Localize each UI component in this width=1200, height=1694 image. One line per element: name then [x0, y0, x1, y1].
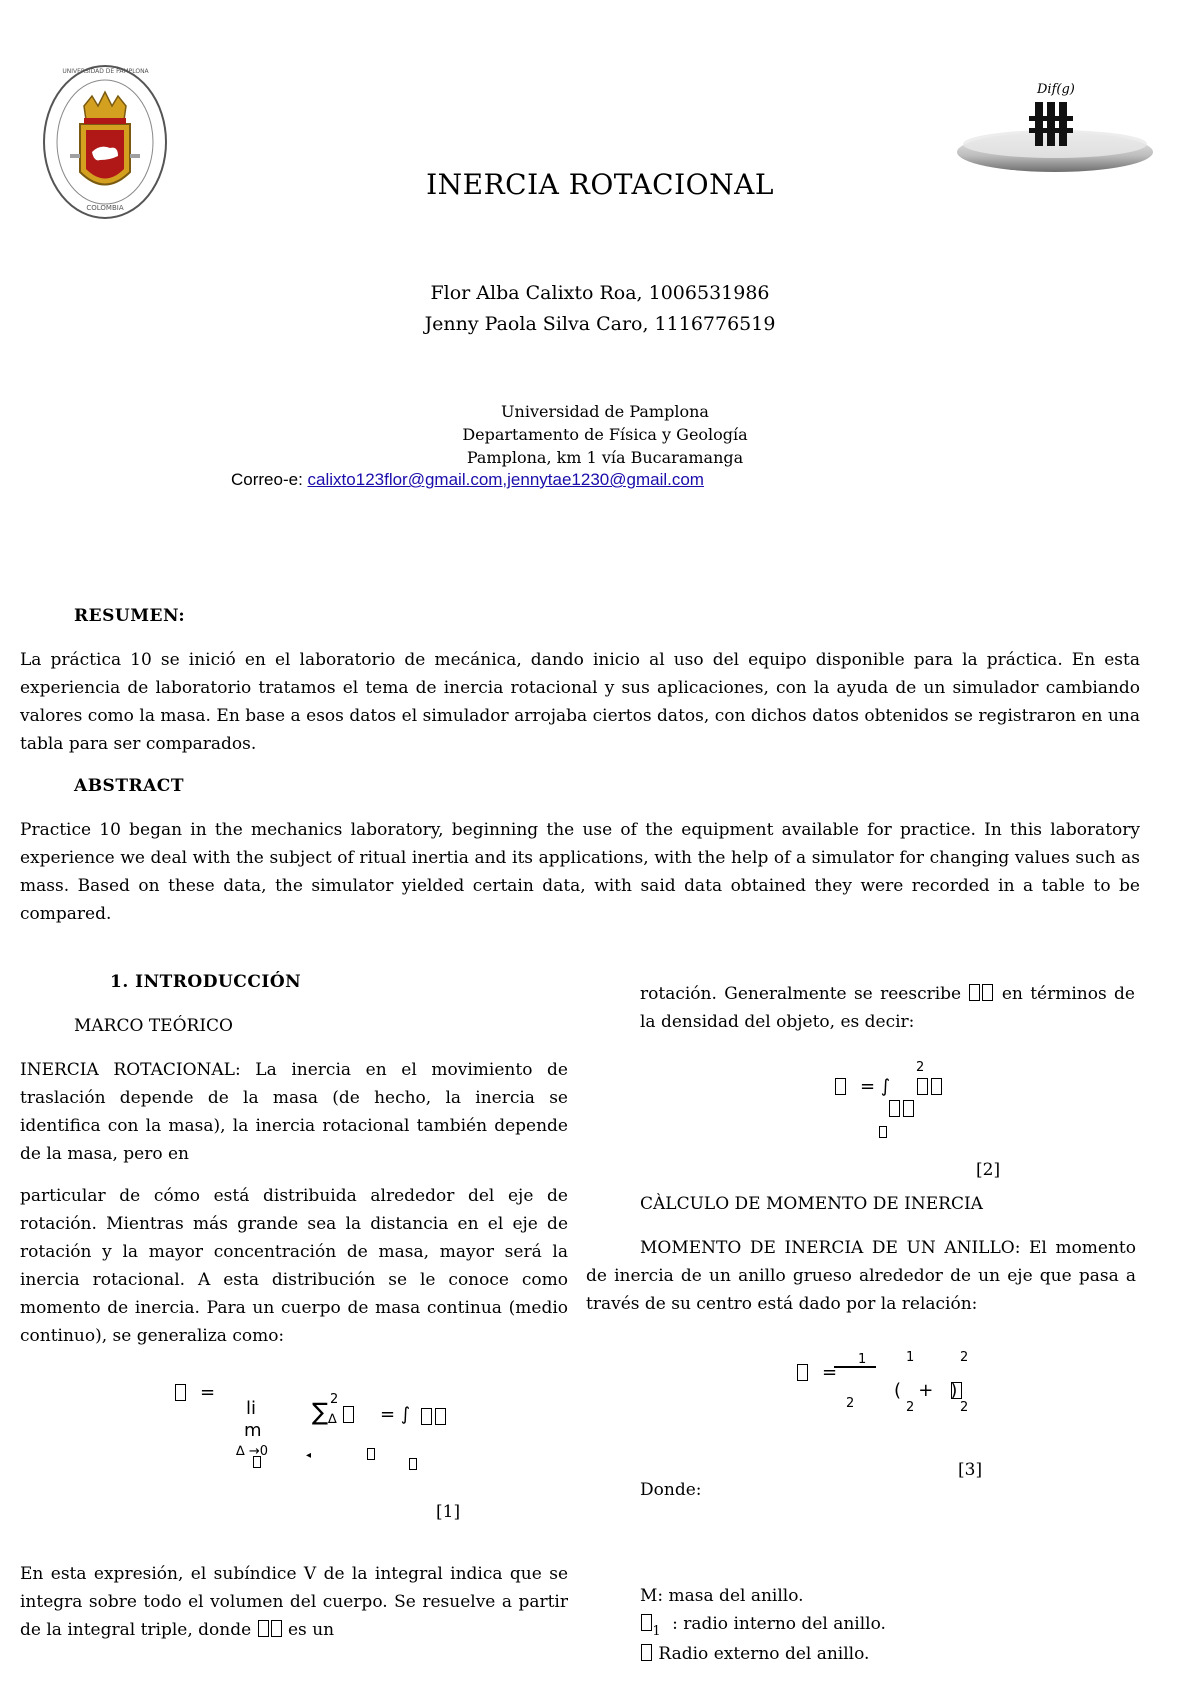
eq2-sup-2: 2 — [916, 1060, 925, 1075]
resumen-text: La práctica 10 se inició en el laboratorio de mecánica, dando inicio al uso del equipo disponible para la práctica. En esta experiencia de laboratorio tratamos el tema de inercia rotacional y sus aplicaciones, con la ayuda de un simulador cambiando valores como la masa. En base a esos datos el simulador arrojaba ciertos datos, con dichos datos obtenidos se registraron en una tabla para ser comparados. — [20, 650, 1140, 754]
eq3-frac-bar — [834, 1366, 876, 1368]
affiliation-block — [440, 400, 770, 469]
eq2-dv-a — [889, 1100, 900, 1117]
eq1-sup-2: 2 — [330, 1392, 339, 1407]
email-line — [231, 470, 704, 490]
definition-outer-radius — [640, 1640, 1120, 1668]
eq2-term-b — [931, 1078, 942, 1095]
intro-paragraph-3 — [20, 1560, 568, 1644]
definition-outer-radius-text: Radio externo del anillo. — [658, 1644, 870, 1664]
eq2-sub-v — [879, 1126, 887, 1138]
dm-inline-a — [969, 984, 980, 1001]
seal-text-top: UNIVERSIDAD DE PAMPLONA — [62, 68, 149, 75]
marco-teorico-heading: MARCO TEÓRICO — [74, 1016, 233, 1036]
eq3-frac-bottom: 2 — [846, 1396, 855, 1411]
authors-block — [0, 278, 1200, 340]
eq1-sum-symbol: ∑ — [312, 1398, 329, 1426]
eq3-sup-2: 2 — [960, 1350, 969, 1365]
email-label: Correo-e: — [231, 470, 303, 489]
definition-inner-radius — [640, 1610, 1120, 1640]
eq1-lim-arrow: →0 — [248, 1444, 269, 1459]
author-1: Flor Alba Calixto Roa, 1006531986 — [430, 282, 770, 304]
r1-symbol — [641, 1614, 652, 1631]
department-logo — [955, 80, 1155, 180]
dm-inline-b — [982, 984, 993, 1001]
eq1-small-tick: ◂ — [306, 1450, 312, 1461]
department-logo-text: Dif(g) — [1037, 82, 1075, 97]
equation-2 — [830, 1060, 980, 1140]
intro-paragraph-3-text: En esta expresión, el subíndice V de la integral indica que se integra sobre todo el volumen del cuerpo. Se resuelve a partir de la integral triple, donde — [20, 1564, 568, 1640]
eq1-equals: = — [200, 1382, 216, 1403]
equation-3-ref: [3] — [958, 1460, 983, 1480]
right-paragraph-1-start: rotación. Generalmente se reescribe — [640, 984, 962, 1004]
right-paragraph-1 — [640, 980, 1135, 1036]
eq3-body: ( + ) — [894, 1380, 958, 1401]
abstract-text: Practice 10 began in the mechanics laboratory, beginning the use of the equipment available for practice. In this laboratory experience we deal with the subject of ritual inertia and its applications, with the help of a simulator for changing values such as mass. Based on these data, the simulator yielded certain data, with said data obtained they were recorded in a table to be compared. — [20, 820, 1140, 924]
eq1-lim-bottom: m — [244, 1420, 262, 1441]
eq3-symbol-I — [797, 1364, 808, 1381]
eq1-integral: = ∫ — [380, 1404, 411, 1425]
intro-paragraph-2: particular de cómo está distribuida alrededor del eje de rotación. Mientras más grande sea la distancia en el eje de rotación y la mayor concentración de masa, mayor será la inercia rotacional. A esta distribución se le conoce como momento de inercia. Para un cuerpo de masa continua (medio continuo), se generaliza como: — [20, 1186, 568, 1346]
dm-symbol-b — [271, 1620, 282, 1637]
dm-symbol-a — [258, 1620, 269, 1637]
author-2: Jenny Paola Silva Caro, 1116776519 — [424, 313, 776, 335]
address: Pamplona, km 1 vía Bucaramanga — [466, 448, 744, 467]
calculo-heading: CÀLCULO DE MOMENTO DE INERCIA — [640, 1194, 983, 1214]
eq2-symbol-I — [835, 1078, 846, 1095]
eq2-integral: = ∫ — [860, 1076, 891, 1097]
r2-symbol — [641, 1644, 652, 1661]
intro-paragraph-3-end: es un — [288, 1620, 335, 1640]
eq1-lim-sub-box — [253, 1456, 261, 1468]
abstract-heading: ABSTRACT — [74, 776, 184, 796]
university-name: Universidad de Pamplona — [501, 402, 709, 421]
definition-mass: M: masa del anillo. — [640, 1586, 804, 1606]
eq1-symbol-I — [175, 1384, 186, 1401]
momento-anillo-paragraph: MOMENTO DE INERCIA DE UN ANILLO: El momento de inercia de un anillo grueso alrededor de un eje que pasa a través de su centro está dado por la relación: — [586, 1238, 1136, 1314]
eq2-dv-b — [903, 1100, 914, 1117]
eq3-sup-1: 1 — [906, 1350, 915, 1365]
donde-label: Donde: — [640, 1480, 702, 1500]
resumen-heading: RESUMEN: — [74, 606, 186, 626]
eq3-frac-top: 1 — [858, 1352, 867, 1367]
definition-inner-radius-text: : radio interno del anillo. — [672, 1614, 886, 1634]
intro-paragraph-1: INERCIA ROTACIONAL: La inercia en el movimiento de traslación depende de la masa (de hecho, la inercia se identifica con la masa), la inercia rotacional también depende de la masa, pero en — [20, 1060, 568, 1164]
equation-1-ref: [1] — [436, 1502, 461, 1522]
equation-1 — [170, 1378, 490, 1478]
eq1-int-term-b — [435, 1408, 446, 1425]
seal-text-bottom: COLOMBIA — [86, 204, 124, 212]
eq1-sum-term — [343, 1406, 354, 1423]
right-paragraph-1-end: en términos de la densidad del objeto, es decir: — [640, 984, 1135, 1032]
section-introduccion-heading: 1. INTRODUCCIÓN — [110, 972, 302, 992]
eq1-sub-i — [367, 1448, 375, 1460]
eq3-sub-2b: 2 — [960, 1400, 969, 1415]
eq1-sub-v — [409, 1458, 417, 1470]
equation-2-ref: [2] — [976, 1160, 1001, 1180]
email-link[interactable]: calixto123flor@gmail.com,jennytae1230@gmail.com — [307, 470, 704, 489]
eq3-equals: = — [822, 1362, 838, 1383]
paper-title: INERCIA ROTACIONAL — [426, 168, 774, 201]
equation-3 — [790, 1350, 1010, 1430]
eq1-lim-sub: ∆ →0 — [236, 1444, 269, 1459]
eq3-sub-2a: 2 — [906, 1400, 915, 1415]
department-name: Departamento de Física y Geología — [462, 425, 748, 444]
eq3-r1 — [951, 1382, 962, 1399]
r1-subscript: 1 — [652, 1624, 661, 1639]
eq2-term-a — [917, 1078, 928, 1095]
definitions-list — [640, 1582, 1120, 1668]
eq1-int-term-a — [421, 1408, 432, 1425]
eq1-lim-top: li — [246, 1398, 257, 1419]
eq1-delta: ∆ — [328, 1412, 337, 1427]
